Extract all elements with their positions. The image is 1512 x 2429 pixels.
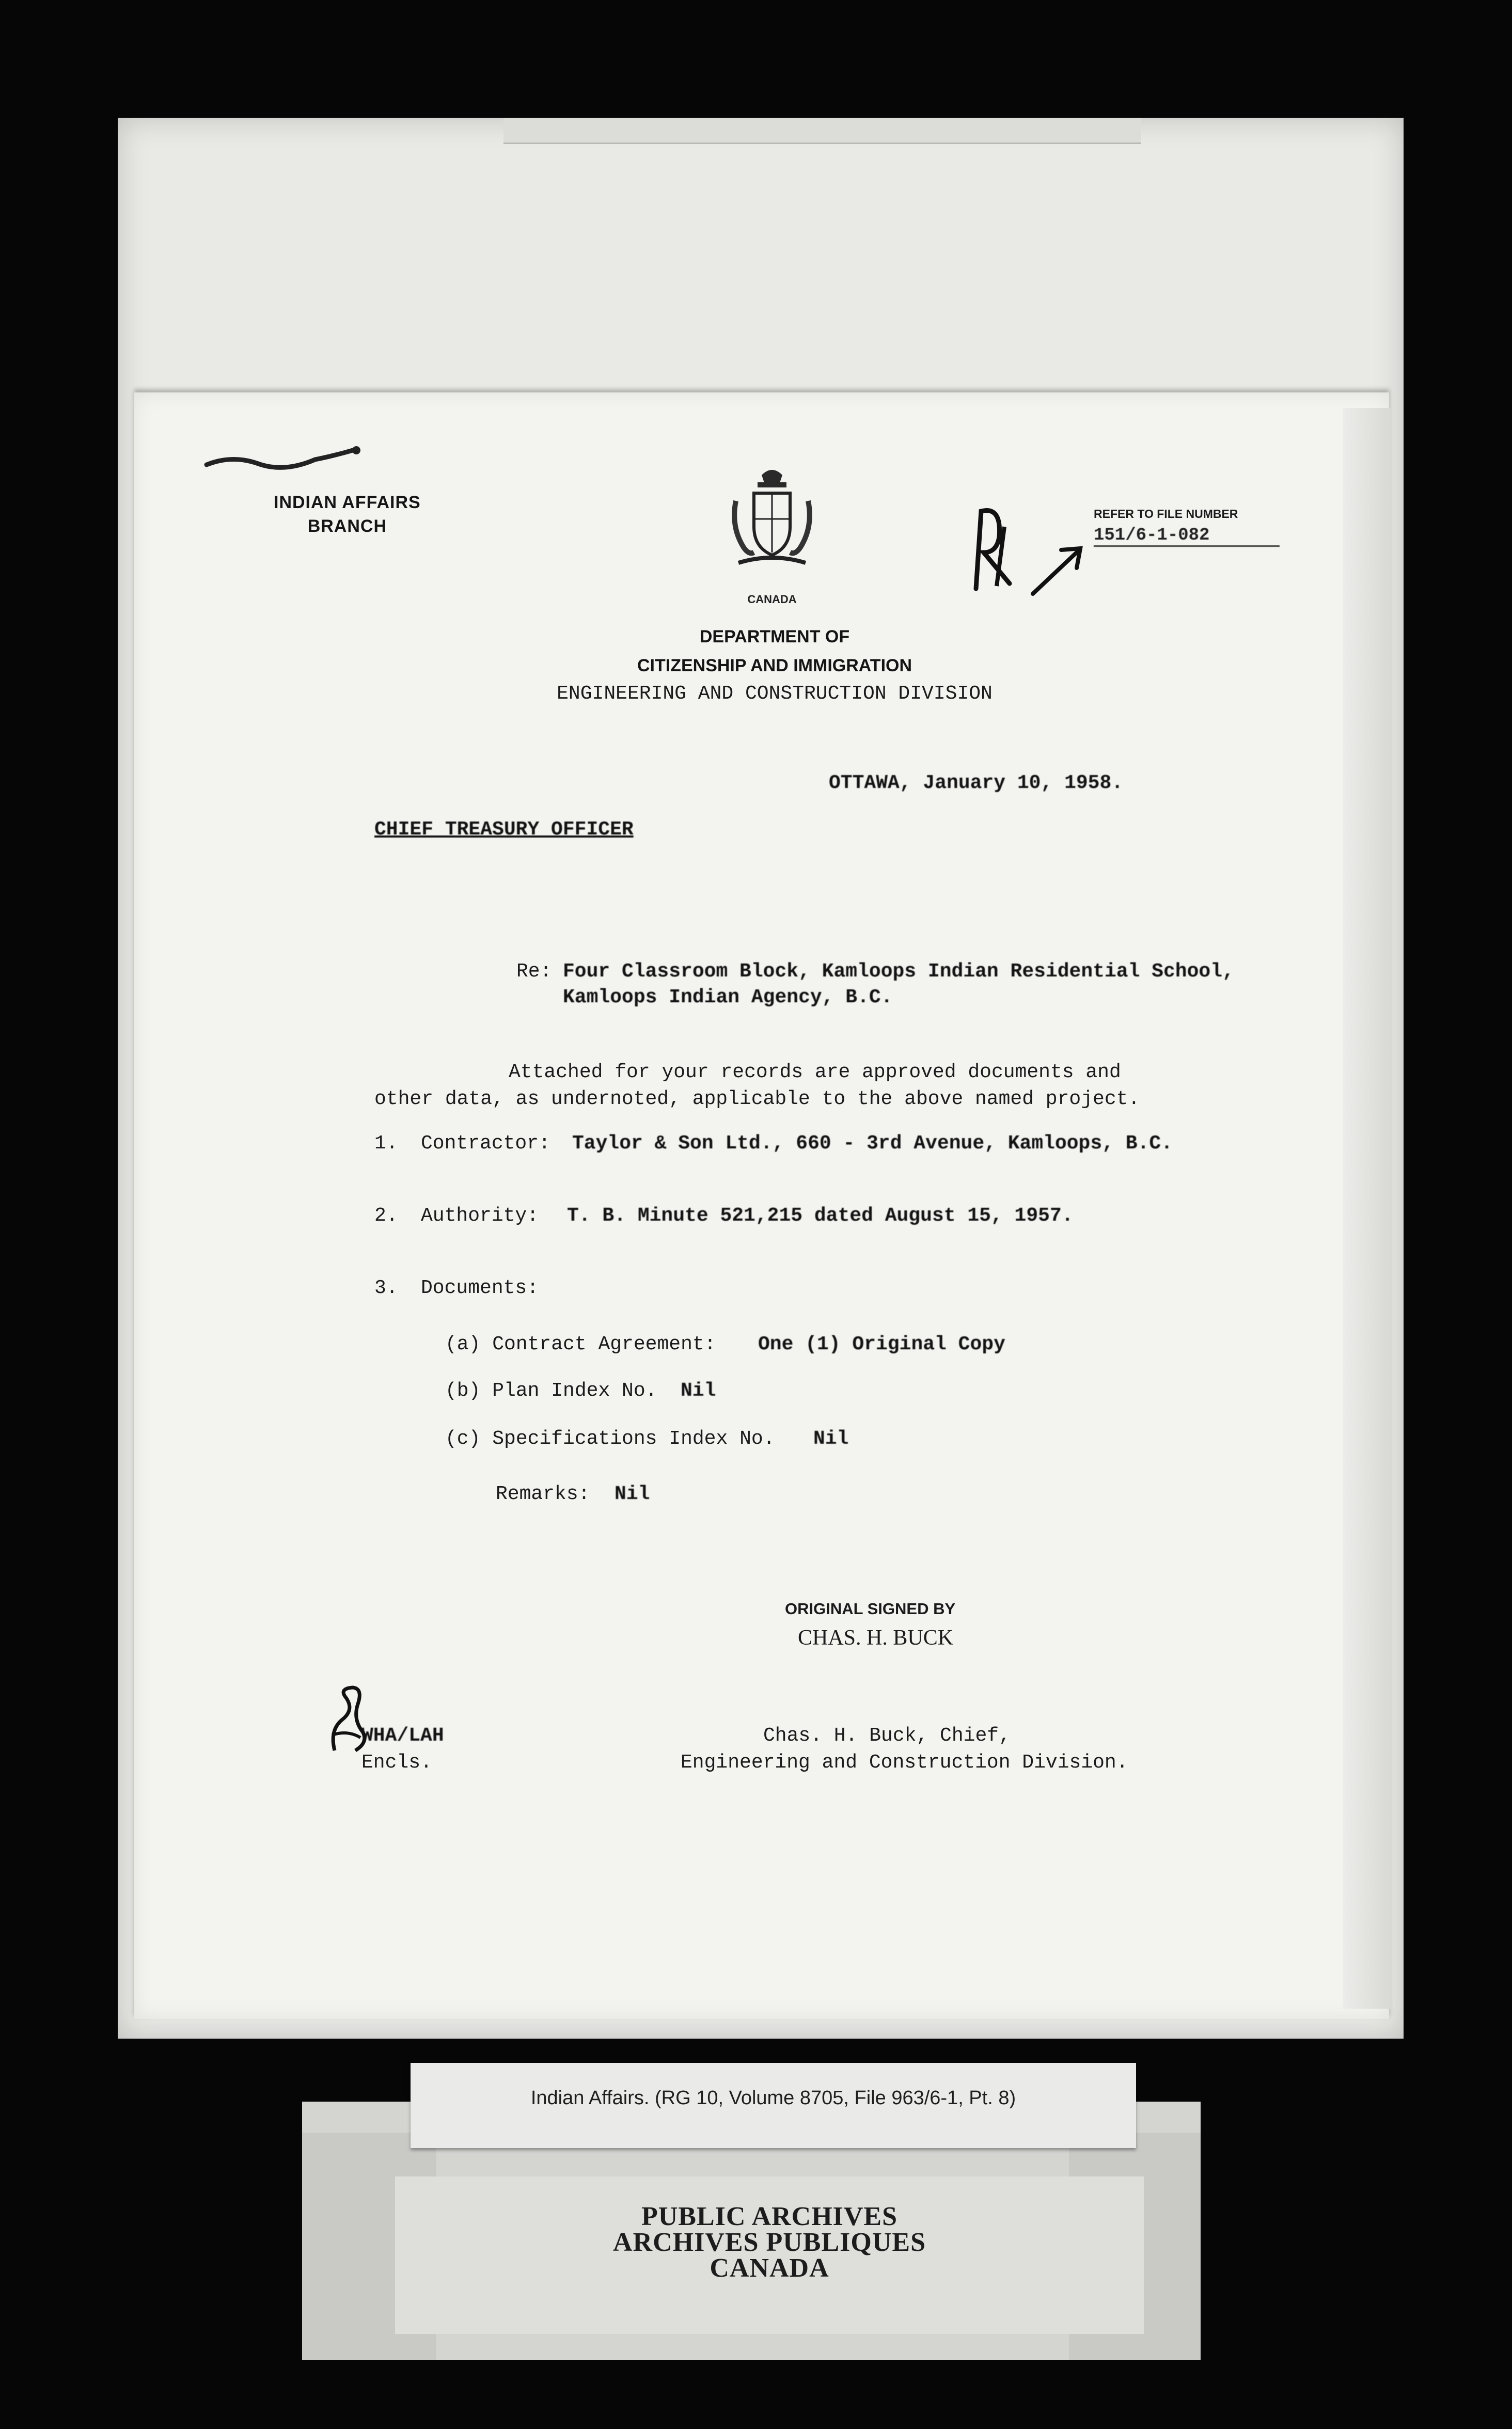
division-name: ENGINEERING AND CONSTRUCTION DIVISION: [557, 683, 993, 705]
handwritten-initial-arrow-icon: [960, 496, 1105, 604]
plan-index-value: Nil: [681, 1380, 716, 1402]
signature-line-1: Chas. H. Buck, Chief,: [763, 1725, 1011, 1747]
plan-index-label: (b) Plan Index No.: [445, 1380, 657, 1402]
item-number: 2.: [374, 1205, 398, 1227]
department-name: [568, 622, 981, 680]
archives-line-3: CANADA: [710, 2253, 829, 2283]
refer-to-file-label: REFER TO FILE NUMBER: [1094, 507, 1238, 520]
subject-line-1: Four Classroom Block, Kamloops Indian Residential School,: [563, 960, 1234, 983]
branch-line-1: INDIAN AFFAIRS: [274, 493, 421, 512]
ink-smudge-icon: [201, 444, 372, 475]
contract-agreement-value: One (1) Original Copy: [758, 1333, 1005, 1355]
place-date: OTTAWA, January 10, 1958.: [829, 772, 1124, 794]
archives-stamp: [395, 2204, 1144, 2281]
specifications-index-label: (c) Specifications Index No.: [445, 1428, 775, 1450]
reference-initials: WHA/LAH: [361, 1725, 444, 1747]
authority-label: Authority:: [421, 1205, 539, 1227]
archive-citation: Indian Affairs. (RG 10, Volume 8705, File 963/6-1, Pt. 8): [530, 2087, 1016, 2109]
file-number: 151/6-1-082: [1094, 526, 1280, 547]
documents-label: Documents:: [421, 1277, 539, 1299]
signed-name-stamp: CHAS. H. BUCK: [798, 1626, 954, 1650]
department-line-1: DEPARTMENT OF: [699, 627, 850, 646]
remarks-value: Nil: [615, 1483, 650, 1505]
specifications-index-value: Nil: [813, 1428, 849, 1450]
country-label: CANADA: [747, 593, 797, 606]
enclosures-label: Encls.: [361, 1752, 432, 1774]
signature-line-2: Engineering and Construction Division.: [681, 1752, 1128, 1774]
coat-of-arms-icon: [726, 465, 818, 573]
branch-line-2: BRANCH: [307, 516, 387, 536]
paragraph-line-2: other data, as undernoted, applicable to the above named project.: [374, 1088, 1140, 1110]
contractor-label: Contractor:: [421, 1132, 550, 1155]
item-number: 3.: [374, 1277, 398, 1299]
department-line-2: CITIZENSHIP AND IMMIGRATION: [637, 656, 912, 675]
re-label: Re:: [516, 960, 552, 983]
paragraph-line-1: Attached for your records are approved documents and: [509, 1061, 1121, 1083]
letter-fold-edge: [1343, 408, 1392, 2009]
branch-heading: [274, 491, 421, 538]
item-number: 1.: [374, 1132, 398, 1155]
subject-line-2: Kamloops Indian Agency, B.C.: [563, 986, 893, 1008]
addressee: CHIEF TREASURY OFFICER: [374, 818, 634, 841]
original-signed-stamp: ORIGINAL SIGNED BY: [785, 1600, 956, 1618]
back-sheet-flap: [503, 118, 1141, 144]
contractor-value: Taylor & Son Ltd., 660 - 3rd Avenue, Kamloops, B.C.: [572, 1132, 1173, 1155]
remarks-label: Remarks:: [496, 1483, 590, 1505]
archives-line-1: PUBLIC ARCHIVES: [641, 2202, 898, 2231]
archives-line-2: ARCHIVES PUBLIQUES: [612, 2228, 926, 2257]
authority-value: T. B. Minute 521,215 dated August 15, 1957.: [567, 1205, 1074, 1227]
contract-agreement-label: (a) Contract Agreement:: [445, 1333, 716, 1355]
